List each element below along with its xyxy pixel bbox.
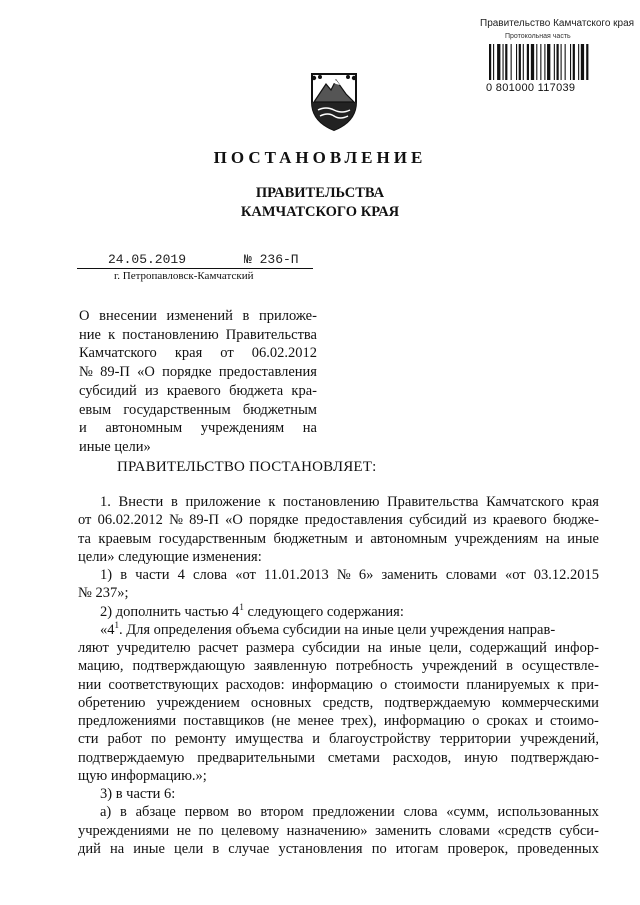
body-line: сти работ по ремонту имущества и благоустройству территории учреждений, [78, 731, 599, 748]
authority-line-1: ПРАВИТЕЛЬСТВА [255, 185, 385, 201]
document-body [78, 493, 599, 858]
barcode-icon [487, 44, 623, 84]
subject-line: О внесении изменений в приложе- [79, 308, 317, 324]
body-line: цели» следующие изменения: [78, 548, 262, 565]
body-line: подтверждаемую предварительными сметами расходов, иную подтверждаю- [78, 749, 599, 766]
body-line: щую информацию.»; [78, 767, 207, 784]
body-text: . Для определения объема субсидии на иные цели учреждения направ- [119, 621, 556, 638]
subject-line: и автономным учреждениям на [79, 420, 317, 437]
body-line: 3) в части 6: [100, 786, 176, 802]
kamchatka-coat-of-arms-icon [302, 68, 366, 132]
body-line: та краевым государственным бюджетным и автономным учреждениям на иные [78, 530, 599, 547]
body-line: обретению учреждением основных средств, подтверждаемую коммерческими [78, 694, 599, 711]
body-text: следующего содержания: [243, 603, 404, 620]
subject-line: ние к постановлению Правительства [79, 326, 317, 343]
body-line: а) в абзаце первом во втором предложении слова «сумм, использованных [100, 804, 599, 821]
subject-line: иные цели» [79, 438, 151, 455]
subject-line: евым государственным бюджетным [79, 401, 317, 418]
subject-line: № 89-П «О порядке предоставления [79, 364, 317, 381]
resolves-heading: ПРАВИТЕЛЬСТВО ПОСТАНОВЛЯЕТ: [117, 459, 377, 475]
stamp-title: Правительство Камчатского края [480, 18, 635, 29]
body-line: мацию, подтверждающую заявленную потребность учреждений в осуществле- [78, 658, 599, 675]
body-line [78, 603, 599, 621]
body-line [78, 621, 599, 639]
body-line: учреждениями не по целевому назначению» заменить словами «средств субси- [78, 822, 599, 839]
body-line: № 237»; [78, 585, 129, 602]
body-text: «4 [100, 621, 115, 638]
stamp-subtitle: Протокольная часть [505, 33, 571, 40]
city-line: г. Петропавловск-Камчатский [114, 270, 254, 282]
body-line: от 06.02.2012 № 89-П «О порядке предоставления субсидий из краевого бюдже- [78, 512, 599, 529]
superscript: 1 [114, 619, 119, 630]
subject-block [79, 307, 317, 457]
body-line: 1) в части 4 слова «от 11.01.2013 № 6» заменить словами «от 03.12.2015 [100, 567, 599, 583]
body-line: предложениями поставщиков (не менее трех), информацию о сроках и стоимо- [78, 713, 599, 729]
body-text: 2) дополнить частью 4 [100, 603, 240, 620]
body-line: 1. Внести в приложение к постановлению Правительства Камчатского края [100, 494, 599, 510]
document-number: № 236-П [244, 252, 299, 267]
body-line: нии соответствующих расходов: информацию о стоимости планируемых к при- [78, 676, 599, 693]
superscript: 1 [239, 601, 244, 612]
subject-line: субсидий из краевого бюджета кра- [79, 382, 317, 399]
document-date: 24.05.2019 [108, 252, 187, 267]
document-type: ПОСТАНОВЛЕНИЕ [213, 148, 427, 167]
authority-line-2: КАМЧАТСКОГО КРАЯ [240, 204, 400, 220]
date-underline [77, 268, 313, 269]
barcode-number: 0 801000 117039 [486, 82, 576, 94]
subject-line: Камчатского края от 06.02.2012 [79, 345, 317, 362]
body-line: ляют учредителю расчет размера субсидии на иные цели, содержащий инфор- [78, 640, 599, 656]
body-line: дий на иные цели в случае установления по итогам проверок, проведенных [78, 840, 599, 857]
